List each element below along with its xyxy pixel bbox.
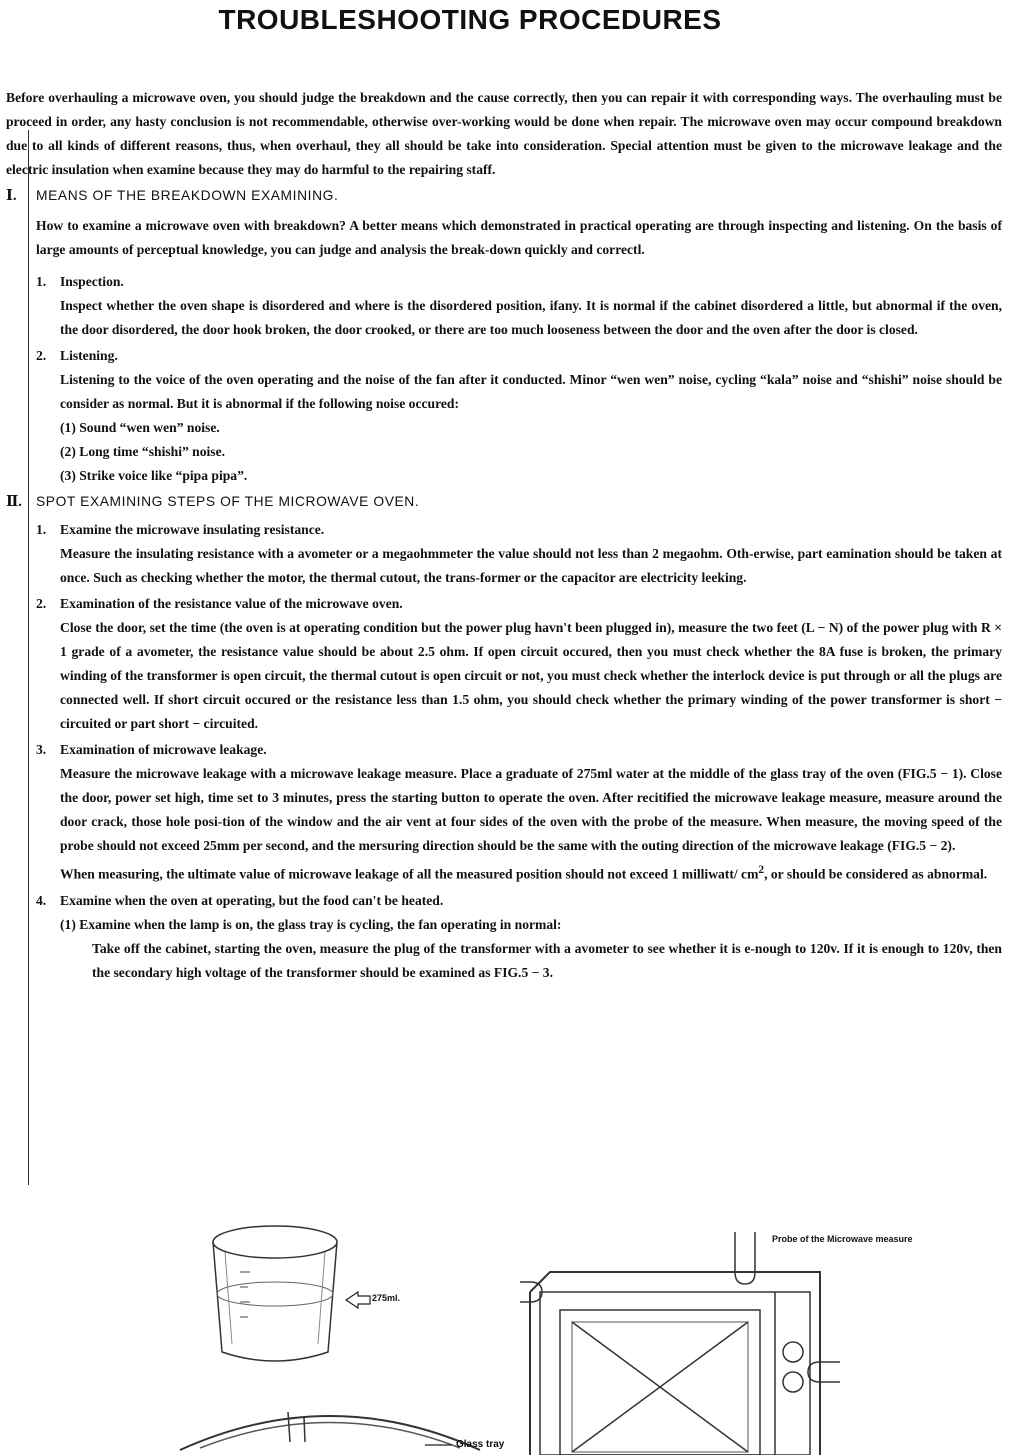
item-body: Inspect whether the oven shape is disordered and where is the disordered position, ifany. It is normal if the cabinet disordered a little, but abnormal if the oven, the door disordered, the door hook broken, the door crooked, or there are too much looseness between the door and the oven after the door is closed. [60,298,1002,337]
document-body [6,86,1002,985]
section-title: MEANS OF THE BREAKDOWN EXAMINING. [36,188,339,203]
section-paragraph: How to examine a microwave oven with breakdown? A better means which demonstrated in practical operating are through inspecting and listening. On the basis of large amounts of perceptual knowledge, you can judge and analysis the break-down quickly and correctl. [36,218,1002,257]
glass-tray-label: Glass tray [456,1439,505,1450]
superscript: 2 [758,864,765,876]
sub-item: (2) Long time “shishi” noise. [60,444,226,459]
item-body: Measure the microwave leakage with a microwave leakage measure. Place a graduate of 275ml water at the middle of the glass tray of the oven (FIG.5 − 1). Close the door, power set high, time set to 3 minutes, press the starting button to operate the oven. After recitified the microwave leakage measure, measure around the door crack, those hole posi-tion of the window and the air vent at four sides of the oven with the probe of the measure. When measure, the moving speed of the probe should not exceed 25mm per second, and the mersuring direction should be the same with the outing direction of the microwave leakage (FIG.5 − 2). [60,766,1002,853]
item-title: Inspection. [60,274,124,289]
item-title: Listening. [60,348,118,363]
section-title: SPOT EXAMINING STEPS OF THE MICROWAVE OVEN. [36,494,420,509]
beaker-label: 275ml. [372,1293,401,1303]
item-body: Close the door, set the time (the oven is at operating condition but the power plug havn't been plugged in), measure the two feet (L − N) of the power plug with R × 1 grade of a avometer, the resistance value should be about 2.5 ohm. If open circuit occured, then you must check whether the 8A fuse is broken, the primary winding of the transformer is open circuit, the thermal cutout is open circuit or not, you must check whether the interlock device is put through or all the plugs are connected well. If short circuit occured or the resistance less than 1.5 ohm, you should check whether the primary winding of the power transformer is short − circuited or part short − circuited. [60,620,1002,731]
section-heading-2 [6,490,1002,514]
item-title: Examination of microwave leakage. [60,742,267,757]
section-heading-1 [6,184,1002,208]
list-item [36,738,1002,887]
text-run: , or should be considered as abnormal. [764,866,988,882]
sub-item: (1) Examine when the lamp is on, the glass tray is cycling, the fan operating in normal: [60,916,562,932]
page-title: TROUBLESHOOTING PROCEDURES [218,4,722,35]
oven-probe-illustration [520,1232,840,1455]
item-number: 1. [36,522,47,537]
item-number: 1. [36,274,47,289]
probe-label: Probe of the Microwave measure [772,1234,913,1244]
list-item [36,592,1002,736]
item-title: Examine the microwave insulating resistance. [60,522,325,537]
item-body: Listening to the voice of the oven operating and the noise of the fan after it conducted. Minor “wen wen” noise, cycling “kala” noise and “shishi” noise should be consider as normal. But it is abnormal if the following noise occured: [60,372,1002,411]
text-run: When measuring, the ultimate value of microwave leakage of all the measured position should not exceed 1 milliwatt/ cm [60,866,759,882]
item-title: Examination of the resistance value of the microwave oven. [60,596,403,611]
item-number: 3. [36,742,47,757]
item-body-continued [60,858,1002,887]
intro-paragraph: Before overhauling a microwave oven, you should judge the breakdown and the cause correctly, then you can repair it with corresponding ways. The overhauling must be proceed in order, any hasty conclusion is not recommendable, otherwise over-working would be done when repair. The microwave oven may occur compound breakdown due to all kinds of different reasons, thus, when overhaul, they all should be take into consideration. Special attention must be given to the microwave leakage and the electric insulation when examine because they may do harmful to the repairing staff. [6,90,1002,177]
beaker-illustration [170,1212,510,1455]
sub-item: (3) Strike voice like “pipa pipa”. [60,468,248,483]
list-item [36,270,1002,342]
list-item [36,518,1002,590]
sub-item-body: Take off the cabinet, starting the oven, measure the plug of the transformer with a avometer to see whether it is e-nough to 120v. If it is enough to 120v, then the secondary high voltage of the transformer should be examined as FIG.5 − 3. [92,940,1002,980]
figures-area [0,1212,1010,1455]
sub-item: (1) Sound “wen wen” noise. [60,420,220,435]
list-item [36,889,1002,985]
item-title: Examine when the oven at operating, but the food can't be heated. [60,892,444,908]
item-body: Measure the insulating resistance with a avometer or a megaohmmeter the value should not less than 2 megaohm. Oth-erwise, part eamination should be taken at once. Such as checking whether the motor, the thermal cutout, the trans-former or the capacitor are electricity leeking. [60,546,1002,585]
item-number: 2. [36,348,47,363]
section-numeral: Ⅰ. [6,188,17,204]
item-number: 4. [36,892,47,908]
list-item [36,344,1002,488]
section-numeral: Ⅱ. [6,494,22,510]
item-number: 2. [36,596,47,611]
